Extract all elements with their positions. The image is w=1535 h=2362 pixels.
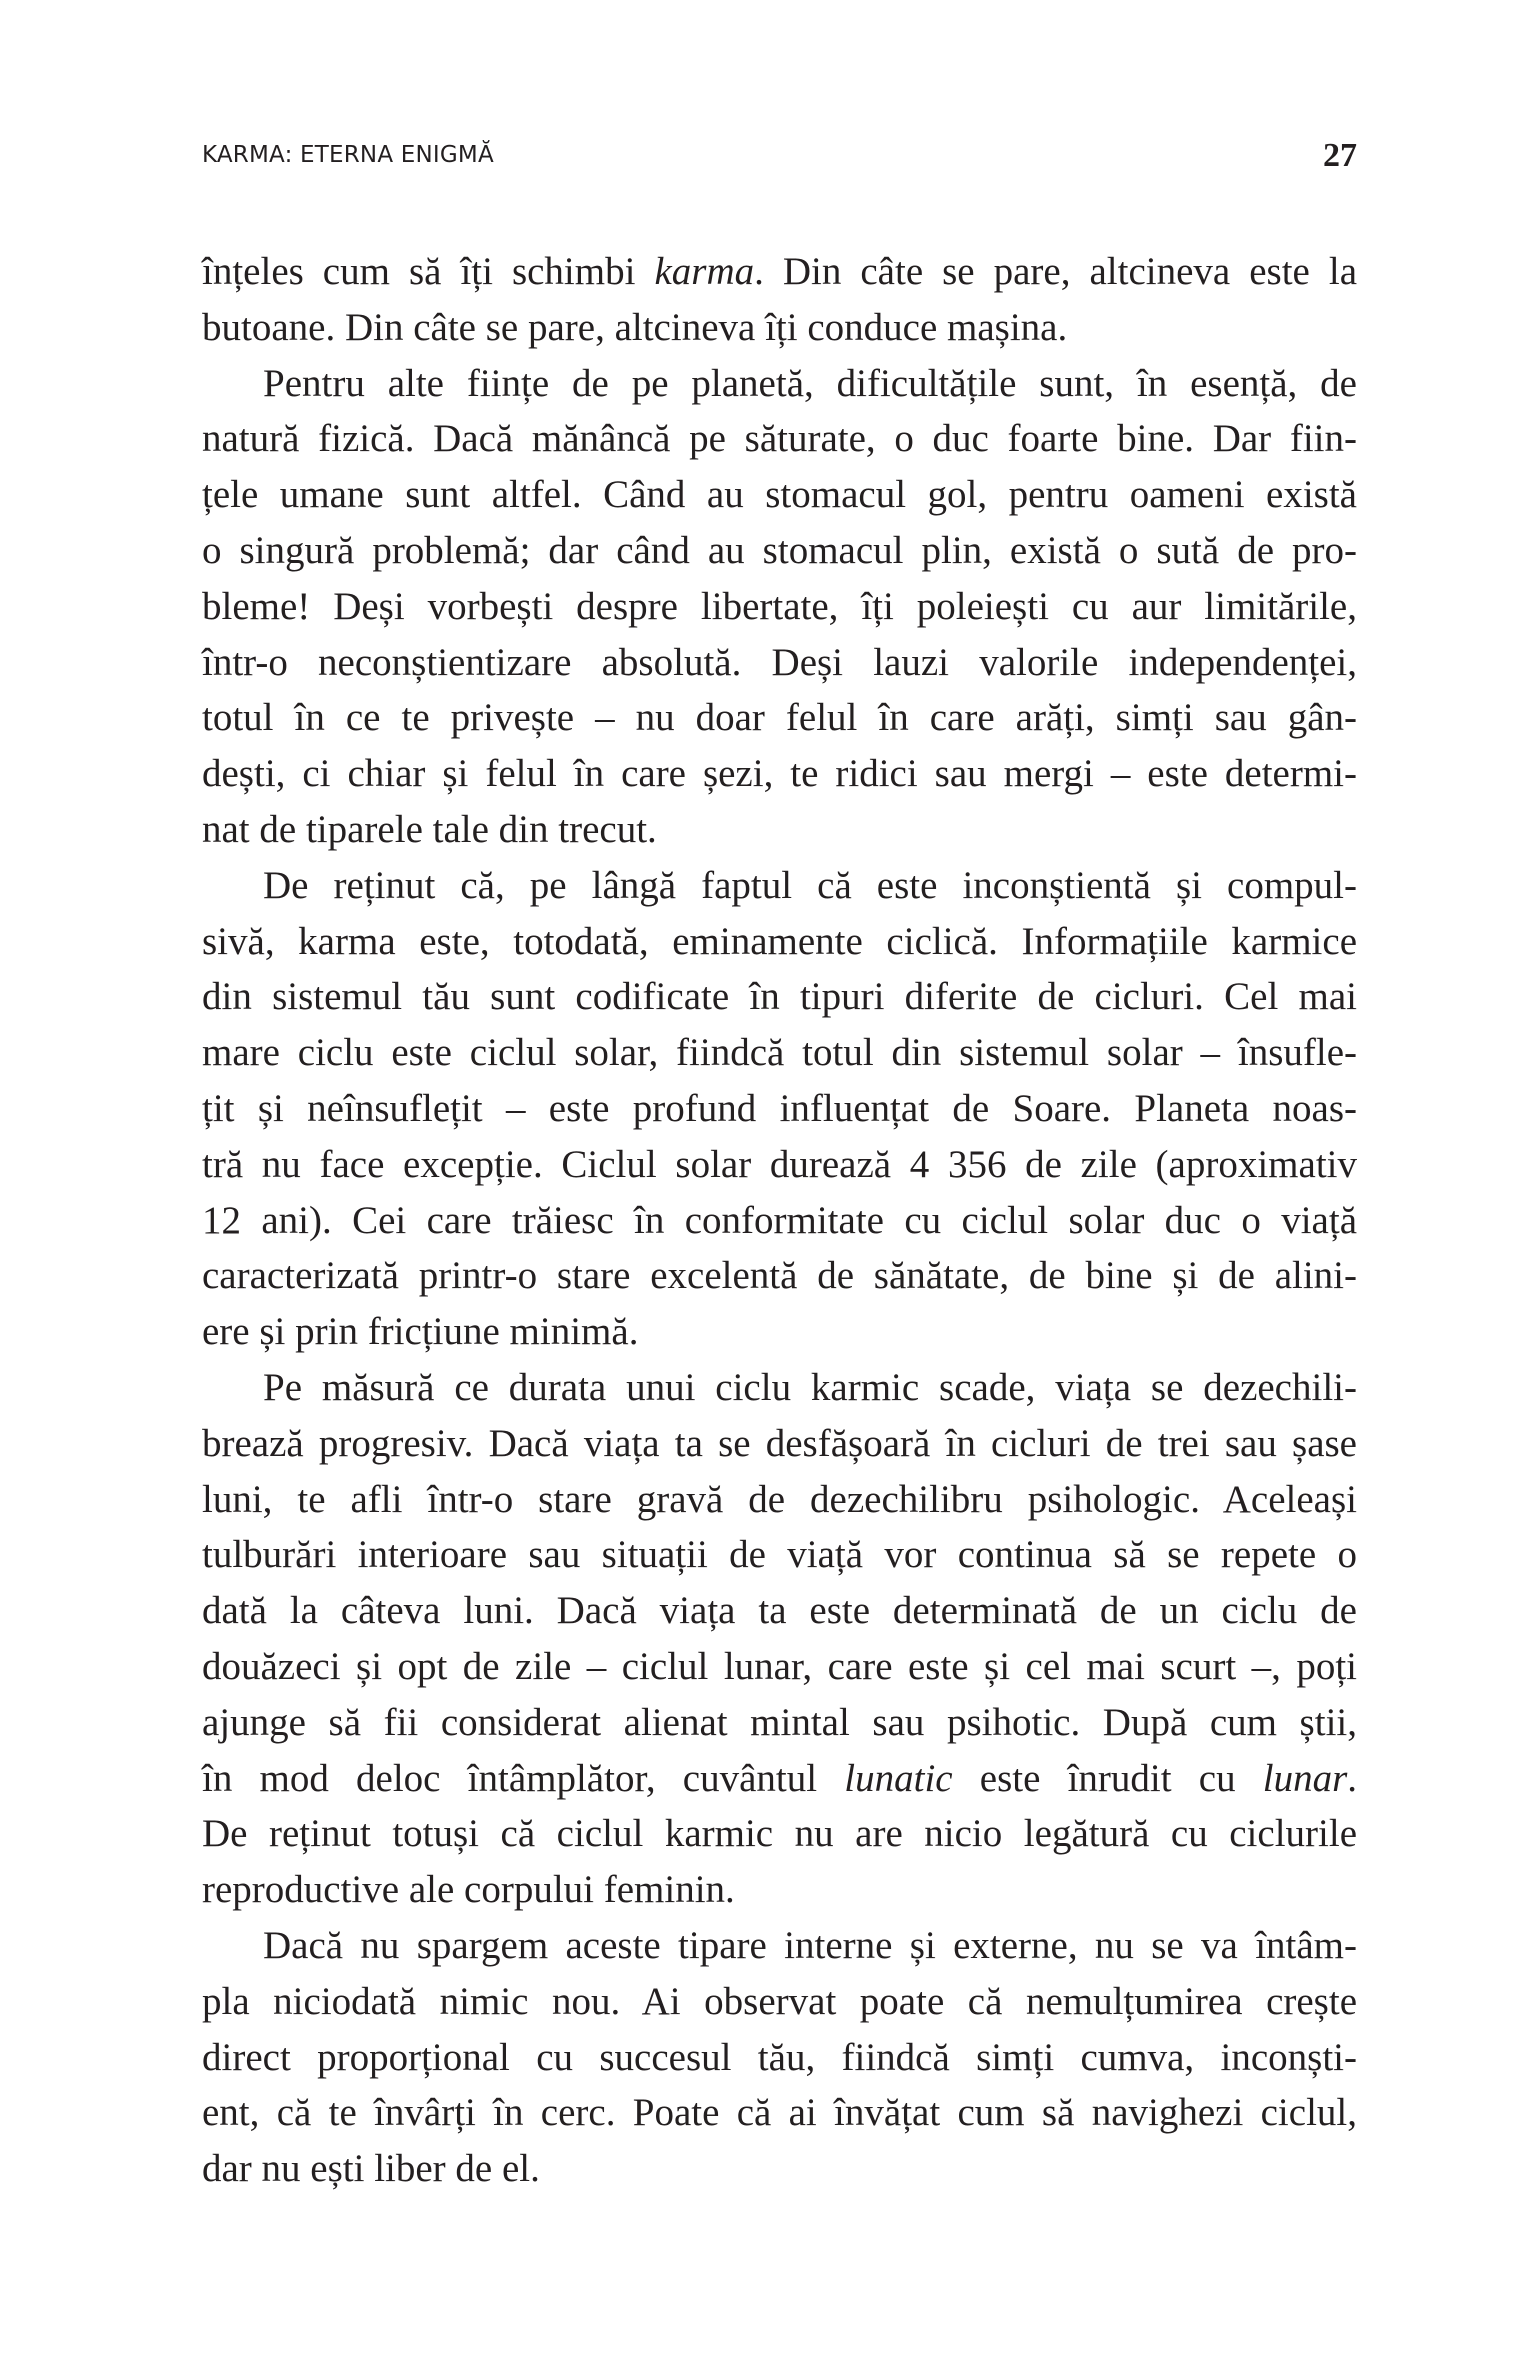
text-line xyxy=(202,635,1357,691)
paragraph xyxy=(202,1918,1357,2197)
text-line xyxy=(202,969,1357,1025)
text-line xyxy=(202,2030,1357,2086)
text-run: douăzeci și opt de zile – ciclul lunar, care este și cel mai scurt –, poți xyxy=(202,1644,1357,1688)
italic-text: karma xyxy=(654,250,755,293)
text-line xyxy=(202,1248,1357,1304)
text-run: sivă, karma este, totodată, eminamente ciclică. Informațiile karmice xyxy=(202,919,1357,963)
text-line xyxy=(202,411,1357,467)
text-run: într-o neconștientizare absolută. Deși lauzi valorile independenței, xyxy=(202,640,1357,684)
text-run: dești, ci chiar și felul în care șezi, te ridici sau mergi – este determi- xyxy=(202,752,1357,796)
text-run: De reținut că, pe lângă faptul că este inconștientă și compul- xyxy=(263,863,1357,907)
text-line xyxy=(202,1695,1357,1751)
text-run: în mod deloc întâmplător, cuvântul xyxy=(202,1756,845,1800)
text-run: ajunge să fii considerat alienat mintal sau psihotic. După cum știi, xyxy=(202,1700,1357,1744)
text-run: Pentru alte ființe de pe planetă, dificultățile sunt, în esență, de xyxy=(263,361,1357,405)
text-line xyxy=(202,300,1357,356)
text-run: țele umane sunt altfel. Când au stomacul gol, pentru oameni există xyxy=(202,473,1357,517)
text-line xyxy=(202,1304,1357,1360)
text-run: bleme! Deși vorbești despre libertate, îți poleiești cu aur limitările, xyxy=(202,584,1357,628)
text-run: ere și prin fricțiune minimă. xyxy=(202,1310,639,1354)
text-line xyxy=(202,1862,1357,1918)
text-line xyxy=(202,356,1357,412)
text-run: totul în ce te privește – nu doar felul în care arăți, simți sau gân- xyxy=(202,696,1357,740)
text-line xyxy=(202,802,1357,858)
italic-text: lunar xyxy=(1262,1756,1348,1800)
text-run: o singură problemă; dar când au stomacul plin, există o sută de pro- xyxy=(202,528,1357,572)
text-run: direct proporțional cu succesul tău, fiindcă simți cumva, inconști- xyxy=(202,2035,1357,2079)
text-line xyxy=(202,858,1357,914)
text-line xyxy=(202,1193,1357,1249)
text-line xyxy=(202,2085,1357,2141)
text-run: Pe măsură ce durata unui ciclu karmic scade, viața se dezechili- xyxy=(263,1365,1357,1409)
text-line xyxy=(202,1360,1357,1416)
paragraph xyxy=(202,858,1357,1360)
text-line xyxy=(202,2141,1357,2197)
text-run: înțeles cum să îți schimbi xyxy=(202,250,655,293)
text-line xyxy=(202,523,1357,579)
page-number: 27 xyxy=(1323,137,1357,174)
text-line xyxy=(202,746,1357,802)
italic-text: lunatic xyxy=(844,1756,953,1800)
text-run: mare ciclu este ciclul solar, fiindcă totul din sistemul solar – însufle- xyxy=(202,1031,1357,1075)
text-run: ent, că te învârți în cerc. Poate că ai învățat cum să navighezi ciclul, xyxy=(202,2091,1357,2135)
text-run: dată la câteva luni. Dacă viața ta este determinată de un ciclu de xyxy=(202,1589,1357,1633)
text-run: nat de tiparele tale din trecut. xyxy=(202,807,657,851)
text-line xyxy=(202,1025,1357,1081)
text-line xyxy=(202,579,1357,635)
text-line xyxy=(202,244,1357,300)
text-run: . Din câte se pare, altcineva este la xyxy=(754,250,1358,293)
text-line xyxy=(202,1639,1357,1695)
running-head-title: KARMA: ETERNA ENIGMĂ xyxy=(202,142,494,168)
text-line xyxy=(202,1806,1357,1862)
text-line xyxy=(202,1974,1357,2030)
text-line xyxy=(202,690,1357,746)
paragraph xyxy=(202,244,1357,356)
text-run: reproductive ale corpului feminin. xyxy=(202,1868,735,1912)
text-line xyxy=(202,1137,1357,1193)
text-line xyxy=(202,1583,1357,1639)
text-line xyxy=(202,1527,1357,1583)
text-run: tră nu face excepție. Ciclul solar durează 4 356 de zile (aproximativ xyxy=(202,1142,1357,1186)
text-run: pla niciodată nimic nou. Ai observat poate că nemulțumirea crește xyxy=(202,1979,1357,2023)
body-text xyxy=(202,244,1357,2197)
text-run: dar nu ești liber de el. xyxy=(202,2147,540,2191)
text-run: tulburări interioare sau situații de viață vor continua să se repete o xyxy=(202,1533,1357,1577)
text-run: țit și neînsuflețit – este profund influențat de Soare. Planeta noas- xyxy=(202,1086,1357,1130)
text-run: . xyxy=(1347,1756,1358,1800)
text-run: butoane. Din câte se pare, altcineva îți conduce mașina. xyxy=(202,305,1068,349)
text-run: De reținut totuși că ciclul karmic nu are nicio legătură cu ciclurile xyxy=(202,1812,1357,1856)
text-run: brează progresiv. Dacă viața ta se desfășoară în cicluri de trei sau șase xyxy=(202,1421,1357,1465)
text-run: este înrudit cu xyxy=(952,1756,1263,1800)
paragraph xyxy=(202,1360,1357,1918)
text-run: 12 ani). Cei care trăiesc în conformitate cu ciclul solar duc o viață xyxy=(202,1198,1357,1242)
text-run: caracterizată printr-o stare excelentă de sănătate, de bine și de alini- xyxy=(202,1254,1357,1298)
text-line xyxy=(202,1918,1357,1974)
text-line xyxy=(202,1081,1357,1137)
text-run: natură fizică. Dacă mănâncă pe săturate, o duc foarte bine. Dar fiin- xyxy=(202,417,1357,461)
text-line xyxy=(202,1416,1357,1472)
text-line xyxy=(202,467,1357,523)
text-line xyxy=(202,1751,1357,1807)
text-run: din sistemul tău sunt codificate în tipuri diferite de cicluri. Cel mai xyxy=(202,975,1357,1019)
text-run: luni, te afli într-o stare gravă de dezechilibru psihologic. Aceleași xyxy=(202,1477,1357,1521)
text-line xyxy=(202,1472,1357,1528)
text-run: Dacă nu spargem aceste tipare interne și externe, nu se va întâm- xyxy=(263,1923,1357,1967)
text-line xyxy=(202,914,1357,970)
paragraph xyxy=(202,356,1357,858)
